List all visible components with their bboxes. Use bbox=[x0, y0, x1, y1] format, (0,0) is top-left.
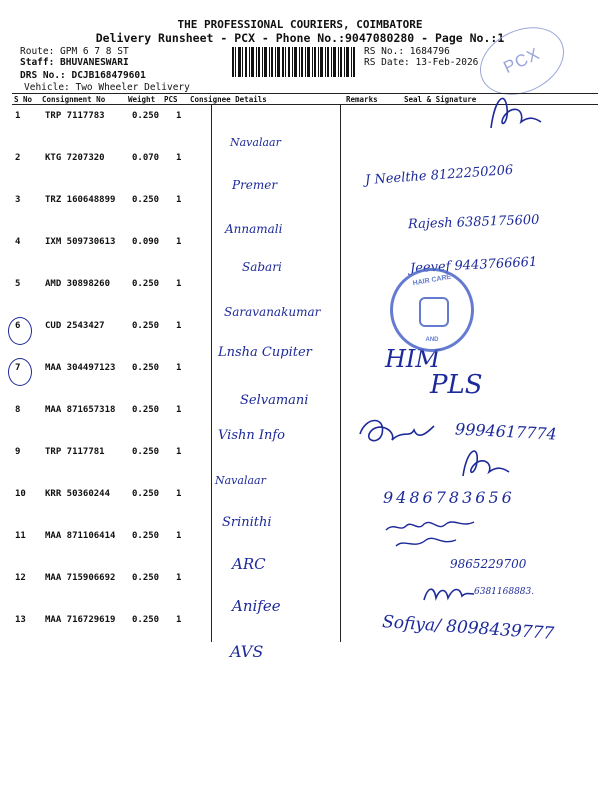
consignee-name: Lnsha Cupiter bbox=[218, 345, 312, 360]
row-sno: 9 bbox=[15, 447, 21, 457]
remark-text: Sofiya/ 8098439777 bbox=[381, 612, 555, 644]
consignee-name: Srinithi bbox=[222, 515, 272, 530]
company-seal-stamp: HAIR CARE AND bbox=[390, 268, 474, 352]
row-sno: 11 bbox=[15, 531, 26, 541]
row-weight: 0.250 bbox=[132, 405, 160, 415]
consignee-name: Saravanakumar bbox=[224, 305, 321, 319]
row-weight: 0.070 bbox=[132, 153, 160, 163]
row-pcs: 1 bbox=[176, 111, 182, 121]
row-consignment: MAA 304497123 bbox=[45, 363, 116, 373]
row-pcs: 1 bbox=[176, 321, 182, 331]
row-weight: 0.250 bbox=[132, 447, 160, 457]
row-weight: 0.250 bbox=[132, 615, 160, 625]
col-seal: Seal & Signature bbox=[404, 95, 477, 104]
row-consignment: KRR 50360244 bbox=[45, 489, 111, 499]
row-sno: 3 bbox=[15, 195, 21, 205]
company-title: THE PROFESSIONAL COURIERS, COIMBATORE bbox=[177, 18, 423, 31]
row-pcs: 1 bbox=[176, 363, 182, 373]
staff-info: Staff: BHUVANESWARI bbox=[20, 57, 129, 68]
row-sno: 5 bbox=[15, 279, 21, 289]
consignee-name: Navalaar bbox=[215, 474, 266, 487]
circled-row-mark bbox=[8, 358, 32, 386]
row-pcs: 1 bbox=[176, 615, 182, 625]
runsheet-subtitle: Delivery Runsheet - PCX - Phone No.:9047080280 - Page No.:1 bbox=[95, 31, 505, 45]
row-weight: 0.090 bbox=[132, 237, 160, 247]
remark-text: Rajesh 6385175600 bbox=[407, 212, 540, 233]
row-sno: 4 bbox=[15, 237, 21, 247]
row-sno: 1 bbox=[15, 111, 21, 121]
row-sno: 10 bbox=[15, 489, 26, 499]
remark-text: PLS bbox=[430, 370, 483, 400]
remark-text: 9865229700 bbox=[450, 557, 527, 571]
row-sno: 7 bbox=[15, 363, 21, 373]
row-weight: 0.250 bbox=[132, 531, 160, 541]
row-weight: 0.250 bbox=[132, 363, 160, 373]
row-weight: 0.250 bbox=[132, 279, 160, 289]
row-pcs: 1 bbox=[176, 531, 182, 541]
barcode bbox=[232, 47, 357, 77]
row-sno: 8 bbox=[15, 405, 21, 415]
consignee-name: Vishn Info bbox=[218, 428, 286, 443]
remark-text: HIM bbox=[385, 345, 440, 373]
consignee-name: Anifee bbox=[232, 597, 281, 615]
consignee-name: Annamali bbox=[225, 222, 283, 236]
rs-date-info: RS Date: 13-Feb-2026 bbox=[364, 57, 479, 68]
signature bbox=[352, 410, 442, 450]
row-pcs: 1 bbox=[176, 195, 182, 205]
row-pcs: 1 bbox=[176, 153, 182, 163]
col-weight: Weight bbox=[128, 95, 156, 104]
row-consignment: MAA 715906692 bbox=[45, 573, 116, 583]
row-weight: 0.250 bbox=[132, 195, 160, 205]
rs-no-info: RS No.: 1684796 bbox=[364, 46, 450, 57]
consignee-name: AVS bbox=[230, 642, 264, 661]
row-consignment: TRP 7117783 bbox=[45, 111, 105, 121]
consignee-name: Navalaar bbox=[230, 136, 281, 149]
row-pcs: 1 bbox=[176, 447, 182, 457]
col-consignment: Consignment No bbox=[42, 95, 106, 104]
remark-text: 9486783656 bbox=[383, 488, 515, 507]
remark-text: 9994617774 bbox=[454, 419, 558, 444]
remark-text: J Neelthe 8122250206 bbox=[364, 162, 514, 189]
row-sno: 2 bbox=[15, 153, 21, 163]
consignee-name: Premer bbox=[232, 178, 278, 192]
row-pcs: 1 bbox=[176, 405, 182, 415]
signature bbox=[382, 512, 482, 554]
consignee-name: ARC bbox=[232, 555, 266, 573]
row-consignment: MAA 716729619 bbox=[45, 615, 116, 625]
row-consignment: AMD 30898260 bbox=[45, 279, 111, 289]
signature bbox=[485, 88, 545, 136]
row-consignment: MAA 871106414 bbox=[45, 531, 116, 541]
drs-info: DRS No.: DCJB168479601 bbox=[20, 70, 146, 81]
remark-text: 6381168883. bbox=[474, 587, 535, 597]
row-pcs: 1 bbox=[176, 489, 182, 499]
col-consignee: Consignee Details bbox=[190, 95, 267, 104]
row-sno: 6 bbox=[15, 321, 21, 331]
row-consignment: IXM 509730613 bbox=[45, 237, 116, 247]
row-weight: 0.250 bbox=[132, 489, 160, 499]
remark-text: Jeevef 9443766661 bbox=[409, 254, 538, 277]
row-consignment: TRP 7117781 bbox=[45, 447, 105, 457]
row-pcs: 1 bbox=[176, 279, 182, 289]
row-sno: 12 bbox=[15, 573, 26, 583]
signature bbox=[455, 440, 515, 482]
route-info: Route: GPM 6 7 8 ST bbox=[20, 46, 129, 57]
row-consignment: MAA 871657318 bbox=[45, 405, 116, 415]
col-remarks: Remarks bbox=[346, 95, 378, 104]
row-weight: 0.250 bbox=[132, 111, 160, 121]
circled-row-mark bbox=[8, 317, 32, 345]
pcx-stamp: PCX bbox=[469, 14, 575, 107]
row-weight: 0.250 bbox=[132, 573, 160, 583]
col-pcs: PCS bbox=[164, 95, 178, 104]
row-pcs: 1 bbox=[176, 237, 182, 247]
signature bbox=[420, 582, 476, 606]
row-sno: 13 bbox=[15, 615, 26, 625]
consignee-name: Sabari bbox=[242, 260, 282, 274]
row-consignment: KTG 7207320 bbox=[45, 153, 105, 163]
col-sno: S No bbox=[14, 95, 33, 104]
consignee-name: Selvamani bbox=[240, 393, 309, 408]
row-weight: 0.250 bbox=[132, 321, 160, 331]
row-pcs: 1 bbox=[176, 573, 182, 583]
vehicle-info: Vehicle: Two Wheeler Delivery bbox=[24, 82, 190, 93]
row-consignment: TRZ 160648899 bbox=[45, 195, 116, 205]
row-consignment: CUD 2543427 bbox=[45, 321, 105, 331]
